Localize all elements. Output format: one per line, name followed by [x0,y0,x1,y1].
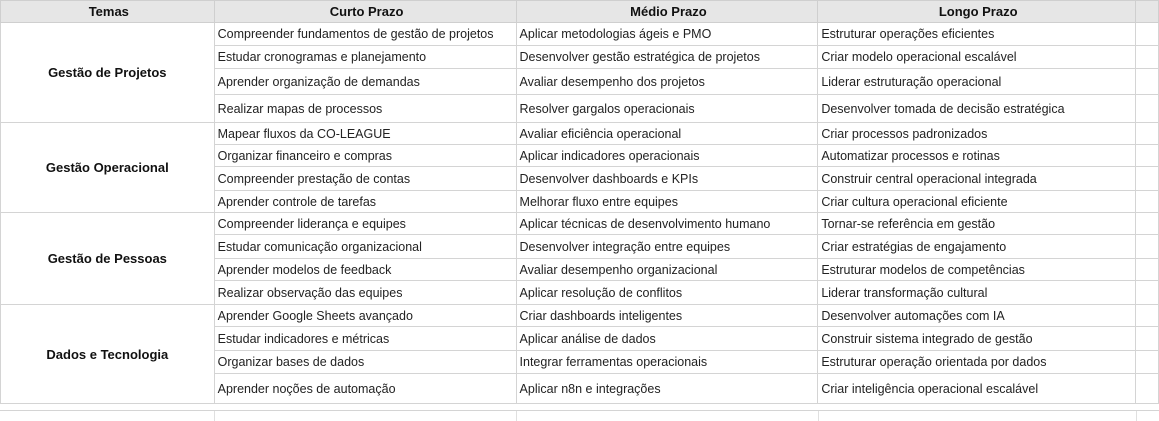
empty-cell[interactable] [1136,167,1159,191]
empty-cell[interactable] [1136,191,1159,213]
empty-cell[interactable] [1136,95,1159,123]
long-term-cell[interactable]: Desenvolver automações com IA [818,305,1136,327]
table-row [1,305,1159,327]
short-term-cell[interactable]: Realizar mapas de processos [214,95,516,123]
short-term-cell[interactable]: Aprender modelos de feedback [214,259,516,281]
long-term-cell[interactable]: Criar estratégias de engajamento [818,235,1136,259]
empty-cell[interactable] [1136,351,1159,374]
long-term-cell[interactable]: Estruturar operações eficientes [818,23,1136,46]
theme-cell[interactable]: Gestão de Pessoas [1,213,215,305]
long-term-cell[interactable]: Construir sistema integrado de gestão [818,327,1136,351]
medium-term-cell[interactable]: Desenvolver gestão estratégica de projetos [516,46,818,69]
empty-cell[interactable] [1136,123,1159,145]
medium-term-cell[interactable]: Aplicar indicadores operacionais [516,145,818,167]
medium-term-cell[interactable]: Aplicar resolução de conflitos [516,281,818,305]
empty-cell[interactable] [1136,305,1159,327]
empty-cell[interactable] [1136,235,1159,259]
medium-term-cell[interactable]: Aplicar análise de dados [516,327,818,351]
header-row [1,1,1159,23]
short-term-cell[interactable]: Estudar indicadores e métricas [214,327,516,351]
empty-cell[interactable] [1136,374,1159,404]
long-term-cell[interactable]: Construir central operacional integrada [818,167,1136,191]
medium-term-cell[interactable]: Avaliar desempenho dos projetos [516,69,818,95]
grid-body [1,23,1159,404]
short-term-cell[interactable]: Compreender liderança e equipes [214,213,516,235]
medium-term-cell[interactable]: Aplicar técnicas de desenvolvimento humano [516,213,818,235]
header-cell-medio-prazo[interactable]: Médio Prazo [516,1,818,23]
medium-term-cell[interactable]: Avaliar desempenho organizacional [516,259,818,281]
long-term-cell[interactable]: Estruturar modelos de competências [818,259,1136,281]
empty-cell[interactable] [1136,213,1159,235]
empty-cell[interactable] [1136,327,1159,351]
theme-cell[interactable]: Dados e Tecnologia [1,305,215,404]
medium-term-cell[interactable]: Aplicar n8n e integrações [516,374,818,404]
empty-cell[interactable] [1136,145,1159,167]
long-term-cell[interactable]: Criar processos padronizados [818,123,1136,145]
long-term-cell[interactable]: Liderar estruturação operacional [818,69,1136,95]
long-term-cell[interactable]: Criar cultura operacional eficiente [818,191,1136,213]
medium-term-cell[interactable]: Criar dashboards inteligentes [516,305,818,327]
header-cell-curto-prazo[interactable]: Curto Prazo [214,1,516,23]
table-row [1,23,1159,46]
medium-term-cell[interactable]: Avaliar eficiência operacional [516,123,818,145]
theme-cell[interactable]: Gestão de Projetos [1,23,215,123]
long-term-cell[interactable]: Criar inteligência operacional escalável [818,374,1136,404]
medium-term-cell[interactable]: Resolver gargalos operacionais [516,95,818,123]
short-term-cell[interactable]: Estudar cronogramas e planejamento [214,46,516,69]
long-term-cell[interactable]: Criar modelo operacional escalável [818,46,1136,69]
short-term-cell[interactable]: Organizar bases de dados [214,351,516,374]
long-term-cell[interactable]: Liderar transformação cultural [818,281,1136,305]
empty-cell[interactable] [1136,46,1159,69]
table-row [1,213,1159,235]
empty-cell[interactable] [1136,23,1159,46]
long-term-cell[interactable]: Automatizar processos e rotinas [818,145,1136,167]
long-term-cell[interactable]: Estruturar operação orientada por dados [818,351,1136,374]
short-term-cell[interactable]: Aprender noções de automação [214,374,516,404]
empty-cell[interactable] [1136,69,1159,95]
short-term-cell[interactable]: Estudar comunicação organizacional [214,235,516,259]
short-term-cell[interactable]: Aprender Google Sheets avançado [214,305,516,327]
header-cell-longo-prazo[interactable]: Longo Prazo [818,1,1136,23]
short-term-cell[interactable]: Compreender prestação de contas [214,167,516,191]
header-cell-empty[interactable] [1136,1,1159,23]
short-term-cell[interactable]: Aprender controle de tarefas [214,191,516,213]
short-term-cell[interactable]: Realizar observação das equipes [214,281,516,305]
short-term-cell[interactable]: Compreender fundamentos de gestão de projetos [214,23,516,46]
medium-term-cell[interactable]: Melhorar fluxo entre equipes [516,191,818,213]
header-cell-temas[interactable]: Temas [1,1,215,23]
medium-term-cell[interactable]: Aplicar metodologias ágeis e PMO [516,23,818,46]
short-term-cell[interactable]: Organizar financeiro e compras [214,145,516,167]
long-term-cell[interactable]: Desenvolver tomada de decisão estratégica [818,95,1136,123]
empty-cell[interactable] [1136,281,1159,305]
empty-cell[interactable] [1136,259,1159,281]
next-empty-row [0,410,1159,421]
short-term-cell[interactable]: Mapear fluxos da CO-LEAGUE [214,123,516,145]
long-term-cell[interactable]: Tornar-se referência em gestão [818,213,1136,235]
medium-term-cell[interactable]: Integrar ferramentas operacionais [516,351,818,374]
medium-term-cell[interactable]: Desenvolver dashboards e KPIs [516,167,818,191]
medium-term-cell[interactable]: Desenvolver integração entre equipes [516,235,818,259]
short-term-cell[interactable]: Aprender organização de demandas [214,69,516,95]
table-row [1,123,1159,145]
theme-cell[interactable]: Gestão Operacional [1,123,215,213]
